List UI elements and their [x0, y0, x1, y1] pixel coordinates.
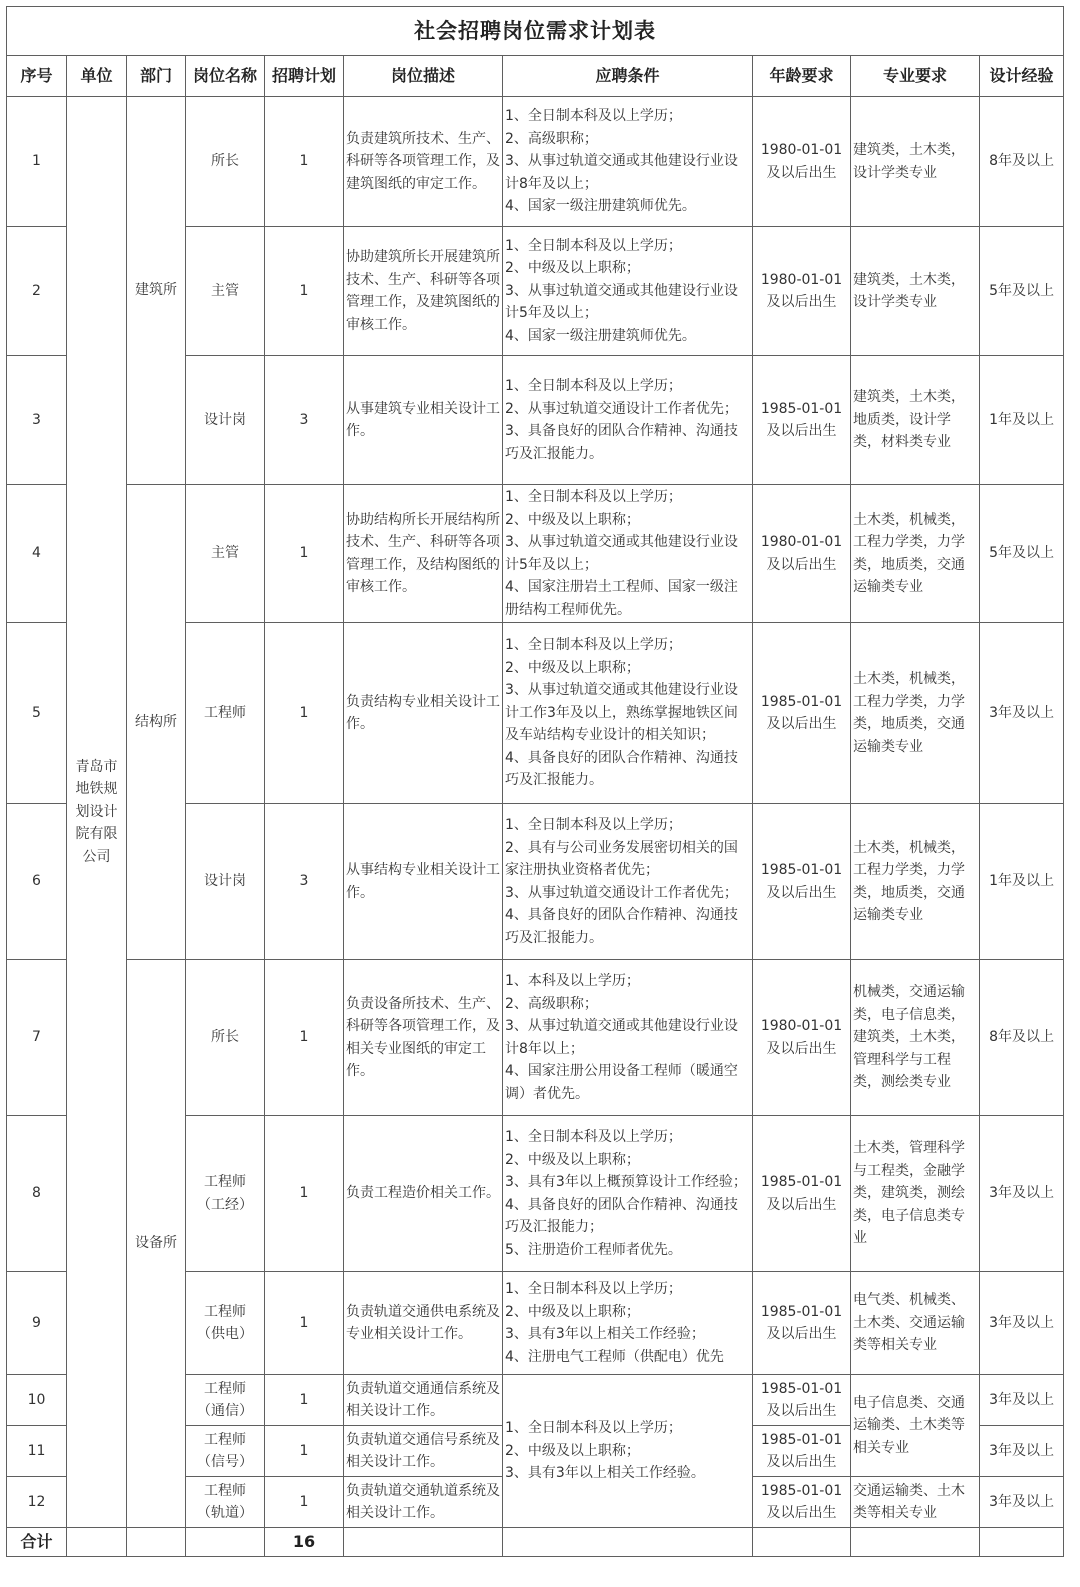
count-cell: 1: [265, 485, 344, 623]
count-cell: 1: [265, 1426, 344, 1477]
conditions-cell: 1、全日制本科及以上学历； 2、具有与公司业务发展密切相关的国家注册执业资格者优先； 3、从事过轨道交通设计工作者优先； 4、具备良好的团队合作精神、沟通技巧及汇报能力。: [503, 804, 753, 960]
experience-cell: 5年及以上: [980, 485, 1064, 623]
department-cell: 建筑所: [127, 97, 186, 485]
department-cell: 设备所: [127, 960, 186, 1528]
age-cell: 1980-01-01 及以后出生: [753, 97, 851, 227]
header-position: 岗位名称: [186, 56, 265, 97]
description-cell: 负责建筑所技术、生产、科研等各项管理工作，及建筑图纸的审定工作。: [344, 97, 503, 227]
age-cell: 1980-01-01 及以后出生: [753, 960, 851, 1116]
experience-cell: 3年及以上: [980, 623, 1064, 804]
age-cell: 1985-01-01 及以后出生: [753, 1477, 851, 1528]
row-no: 11: [7, 1426, 67, 1477]
major-cell: 交通运输类、土木类等相关专业: [851, 1477, 980, 1528]
count-cell: 1: [265, 1375, 344, 1426]
recruitment-table: [6, 6, 1064, 1557]
description-cell: 负责轨道交通供电系统及专业相关设计工作。: [344, 1272, 503, 1375]
age-cell: 1985-01-01 及以后出生: [753, 623, 851, 804]
position-cell: 工程师 （信号）: [186, 1426, 265, 1477]
total-empty: [67, 1528, 127, 1557]
table-row: [7, 960, 1064, 1116]
header-description: 岗位描述: [344, 56, 503, 97]
header-age: 年龄要求: [753, 56, 851, 97]
description-cell: 负责轨道交通通信系统及相关设计工作。: [344, 1375, 503, 1426]
header-no: 序号: [7, 56, 67, 97]
major-cell: 土木类，机械类，工程力学类，力学类，地质类，交通运输类专业: [851, 804, 980, 960]
description-cell: 协助建筑所长开展建筑所技术、生产、科研等各项管理工作，及建筑图纸的审核工作。: [344, 227, 503, 356]
count-cell: 1: [265, 960, 344, 1116]
total-empty: [344, 1528, 503, 1557]
header-conditions: 应聘条件: [503, 56, 753, 97]
header-count: 招聘计划: [265, 56, 344, 97]
major-cell: 土木类，管理科学与工程类，金融学类，建筑类，测绘类，电子信息类专业: [851, 1116, 980, 1272]
experience-cell: 3年及以上: [980, 1116, 1064, 1272]
age-cell: 1980-01-01 及以后出生: [753, 227, 851, 356]
description-cell: 负责轨道交通轨道系统及相关设计工作。: [344, 1477, 503, 1528]
description-cell: 从事结构专业相关设计工作。: [344, 804, 503, 960]
age-cell: 1985-01-01 及以后出生: [753, 1375, 851, 1426]
description-cell: 负责结构专业相关设计工作。: [344, 623, 503, 804]
age-cell: 1985-01-01 及以后出生: [753, 804, 851, 960]
row-no: 4: [7, 485, 67, 623]
total-empty: [851, 1528, 980, 1557]
conditions-cell: 1、全日制本科及以上学历； 2、中级及以上职称； 3、具有3年以上概预算设计工作经验； 4、具备良好的团队合作精神、沟通技巧及汇报能力； 5、注册造价工程师者优先。: [503, 1116, 753, 1272]
total-empty: [186, 1528, 265, 1557]
position-cell: 工程师: [186, 623, 265, 804]
row-no: 1: [7, 97, 67, 227]
conditions-cell: 1、全日制本科及以上学历； 2、高级职称； 3、从事过轨道交通或其他建设行业设计8年及以上； 4、国家一级注册建筑师优先。: [503, 97, 753, 227]
position-cell: 工程师 （通信）: [186, 1375, 265, 1426]
count-cell: 1: [265, 1272, 344, 1375]
experience-cell: 1年及以上: [980, 356, 1064, 485]
total-label: 合计: [7, 1528, 67, 1557]
description-cell: 负责设备所技术、生产、科研等各项管理工作，及相关专业图纸的审定工作。: [344, 960, 503, 1116]
major-cell: 建筑类，土木类，地质类，设计学类，材料类专业: [851, 356, 980, 485]
total-empty: [980, 1528, 1064, 1557]
position-cell: 工程师 （轨道）: [186, 1477, 265, 1528]
total-empty: [503, 1528, 753, 1557]
position-cell: 工程师 （工经）: [186, 1116, 265, 1272]
unit-name: 青岛市地铁规划设计院有限公司: [75, 758, 118, 865]
shared-major-cell: 电子信息类、交通运输类、土木类等相关专业: [851, 1375, 980, 1477]
position-cell: 工程师 （供电）: [186, 1272, 265, 1375]
experience-cell: 8年及以上: [980, 97, 1064, 227]
recruitment-plan-document: [6, 6, 1063, 1557]
description-cell: 负责轨道交通信号系统及相关设计工作。: [344, 1426, 503, 1477]
table-title: 社会招聘岗位需求计划表: [7, 7, 1064, 56]
age-cell: 1985-01-01 及以后出生: [753, 1116, 851, 1272]
description-cell: 协助结构所长开展结构所技术、生产、科研等各项管理工作，及结构图纸的审核工作。: [344, 485, 503, 623]
position-cell: 主管: [186, 485, 265, 623]
position-cell: 设计岗: [186, 356, 265, 485]
count-cell: 1: [265, 1477, 344, 1528]
count-cell: 3: [265, 804, 344, 960]
age-cell: 1985-01-01 及以后出生: [753, 1426, 851, 1477]
unit-cell: [67, 97, 127, 1528]
row-no: 2: [7, 227, 67, 356]
experience-cell: 3年及以上: [980, 1272, 1064, 1375]
total-empty: [127, 1528, 186, 1557]
major-cell: 机械类，交通运输类，电子信息类，建筑类，土木类，管理科学与工程类，测绘类专业: [851, 960, 980, 1116]
row-no: 12: [7, 1477, 67, 1528]
conditions-cell: 1、全日制本科及以上学历； 2、中级及以上职称； 3、从事过轨道交通或其他建设行业设计工作3年及以上，熟练掌握地铁区间及车站结构专业设计的相关知识； 4、具备良好的团队合作精神、沟通技巧及汇报能力。: [503, 623, 753, 804]
position-cell: 所长: [186, 97, 265, 227]
table-row: [7, 97, 1064, 227]
age-cell: 1980-01-01 及以后出生: [753, 485, 851, 623]
total-row: [7, 1528, 1064, 1557]
conditions-cell: 1、全日制本科及以上学历； 2、中级及以上职称； 3、从事过轨道交通或其他建设行业设计5年及以上； 4、国家一级注册建筑师优先。: [503, 227, 753, 356]
conditions-cell: 1、本科及以上学历； 2、高级职称； 3、从事过轨道交通或其他建设行业设计8年以上； 4、国家注册公用设备工程师（暖通空调）者优先。: [503, 960, 753, 1116]
shared-conditions-cell: 1、全日制本科及以上学历； 2、中级及以上职称； 3、具有3年以上相关工作经验。: [503, 1375, 753, 1528]
row-no: 6: [7, 804, 67, 960]
row-no: 3: [7, 356, 67, 485]
position-cell: 设计岗: [186, 804, 265, 960]
total-empty: [753, 1528, 851, 1557]
age-cell: 1985-01-01 及以后出生: [753, 356, 851, 485]
major-cell: 建筑类，土木类，设计学类专业: [851, 227, 980, 356]
header-unit: 单位: [67, 56, 127, 97]
row-no: 9: [7, 1272, 67, 1375]
row-no: 7: [7, 960, 67, 1116]
age-cell: 1985-01-01 及以后出生: [753, 1272, 851, 1375]
conditions-cell: 1、全日制本科及以上学历； 2、中级及以上职称； 3、从事过轨道交通或其他建设行业设计5年及以上； 4、国家注册岩土工程师、国家一级注册结构工程师优先。: [503, 485, 753, 623]
major-cell: 电气类、机械类、土木类、交通运输类等相关专业: [851, 1272, 980, 1375]
row-no: 5: [7, 623, 67, 804]
major-cell: 土木类，机械类，工程力学类，力学类，地质类，交通运输类专业: [851, 623, 980, 804]
header-major: 专业要求: [851, 56, 980, 97]
major-cell: 土木类，机械类，工程力学类，力学类，地质类，交通运输类专业: [851, 485, 980, 623]
header-row: [7, 56, 1064, 97]
major-cell: 建筑类，土木类，设计学类专业: [851, 97, 980, 227]
experience-cell: 3年及以上: [980, 1426, 1064, 1477]
position-cell: 主管: [186, 227, 265, 356]
count-cell: 1: [265, 227, 344, 356]
conditions-cell: 1、全日制本科及以上学历； 2、从事过轨道交通设计工作者优先； 3、具备良好的团队合作精神、沟通技巧及汇报能力。: [503, 356, 753, 485]
description-cell: 负责工程造价相关工作。: [344, 1116, 503, 1272]
experience-cell: 5年及以上: [980, 227, 1064, 356]
conditions-cell: 1、全日制本科及以上学历； 2、中级及以上职称； 3、具有3年以上相关工作经验； 4、注册电气工程师（供配电）优先: [503, 1272, 753, 1375]
count-cell: 1: [265, 1116, 344, 1272]
table-row: [7, 485, 1064, 623]
header-experience: 设计经验: [980, 56, 1064, 97]
count-cell: 3: [265, 356, 344, 485]
header-department: 部门: [127, 56, 186, 97]
department-cell: 结构所: [127, 485, 186, 960]
row-no: 8: [7, 1116, 67, 1272]
total-count: 16: [265, 1528, 344, 1557]
experience-cell: 1年及以上: [980, 804, 1064, 960]
position-cell: 所长: [186, 960, 265, 1116]
experience-cell: 8年及以上: [980, 960, 1064, 1116]
experience-cell: 3年及以上: [980, 1477, 1064, 1528]
experience-cell: 3年及以上: [980, 1375, 1064, 1426]
row-no: 10: [7, 1375, 67, 1426]
count-cell: 1: [265, 623, 344, 804]
count-cell: 1: [265, 97, 344, 227]
description-cell: 从事建筑专业相关设计工作。: [344, 356, 503, 485]
